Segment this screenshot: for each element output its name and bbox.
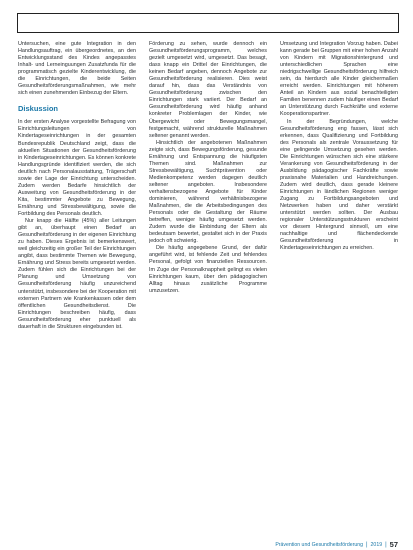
paragraph: Umsetzung und Integration Vorzug haben. Dabei kann gerade bei Gruppen mit einer hohen Anzahl von Kindern mit Migrationshintergrund und unterschiedlichen Sprachen eine niedrigschwellige Gesundheitsförderung hilfreich sein, da hierdurch alle Kinder gleichermaßen erreicht werden. Einrichtungen mit höherem Anteil an Kindern aus sozial benachteiligten Familien benennen zudem häufiger einen Bedarf an Unterstützung durch Fachkräfte und externe Kooperationspartner. xyxy=(280,41,398,118)
paragraph: In der Begründungen, welche Gesundheitsförderung eng fassen, lässt sich erkennen, dass Qualifizierung und Fortbildung des Personals als zentrale Voraussetzung für eine gelingende Umsetzung gesehen werden. Die Einrichtungen wünschen sich eine stärkere Verankerung von Gesundheitsförderung in der Ausbildung pädagogischer Fachkräfte sowie praxisnahe Materialien und Handreichungen. Zudem wird deutlich, dass gerade kleinere Einrichtungen in ländlichen Regionen weniger Zugang zu Fortbildungsangeboten und Netzwerken haben und daher verstärkt unterstützt werden sollten. Der Ausbau regionaler Unterstützungsstrukturen erscheint vor diesem Hintergrund sinnvoll, um eine nachhaltige und flächendeckende Gesundheitsförderung in Kindertageseinrichtungen zu erreichen. xyxy=(280,118,398,252)
column-1 xyxy=(18,41,136,519)
paragraph: In der ersten Analyse vorgestellte Befragung von Einrichtungsleitungen von Kindertageseinrichtungen in der gesamten Bundesrepublik Deutschland zeigt, dass die aktuellen Situationen der Gesundheitsförderung in Kindertageseinrichtungen. Es können konkrete Handlungsgründe identifiziert werden, die sich deutlich nach Personalausstattung, Trägerschaft sowie der Lage der Einrichtung unterscheiden. Zudem werden Bedarfe hinsichtlich der Ausweitung von Gesundheitsförderung in der Kita, bestimmter Angebote zu Bewegung, Ernährung und Stressbewältigung, sowie die Fortbildung des Personals deutlich. xyxy=(18,119,136,217)
page-number: 57 xyxy=(389,540,398,549)
paragraph: Nur knapp die Hälfte (45%) aller Leitungen gibt an, überhaupt einen Bedarf an Gesundheitsförderung in der eigenen Einrichtung zu haben. Dieses Ergebnis ist bemerkenswert, weil gleichzeitig ein großer Teil der Einrichtungen angibt, dass bestimmte Themen wie Bewegung, Ernährung und Stress bereits umgesetzt werden. Zudem fühlen sich die Einrichtungen bei der Planung und Umsetzung von Gesundheitsförderung häufig unzureichend unterstützt, insbesondere bei der Kooperation mit externen Partnern wie Krankenkassen oder dem öffentlichen Gesundheitsdienst. Die Einrichtungen beschreiben häufig, dass Gesundheitsförderung eher punktuell als dauerhaft in die Strukturen eingebunden ist. xyxy=(18,218,136,330)
page-footer xyxy=(275,540,398,549)
paragraph: Förderung zu sehen, wurde dennoch ein Gesundheitsförderungsprogramm, welches gezielt umgesetzt wird, umgesetzt. Das besagt, dass knapp ein Drittel der Einrichtungen, die keinen Bedarf angeben, dennoch Angebote zur Gesundheitsförderung realisieren. Dies weist darauf hin, dass das Verständnis von Gesundheitsförderung zwischen den Einrichtungen stark variiert. Der Bedarf an Gesundheitsförderung wird häufig anhand konkreter Problemlagen der Kinder, wie Übergewicht oder Bewegungsmangel, festgemacht, während strukturelle Maßnahmen seltener genannt werden. xyxy=(149,41,267,139)
column-2 xyxy=(149,41,267,519)
header-bar xyxy=(17,13,399,33)
paragraph: Hinsichtlich der angebotenen Maßnahmen zeigte sich, dass Bewegungsförderung, gesunde Ernährung und Entspannung die häufigsten Themen sind. Maßnahmen zur Stressbewältigung, Suchtprävention oder Medienkompetenz werden dagegen deutlich seltener angeboten. Insbesondere verhaltensbezogene Angebote für Kinder dominieren, während verhältnisbezogene Maßnahmen, die die Arbeitsbedingungen des Personals oder die Gestaltung der Räume betreffen, weniger häufig umgesetzt werden. Zudem wurde die Einbindung der Eltern als bedeutsam bewertet, gestaltet sich in der Praxis jedoch oft schwierig. xyxy=(149,139,267,245)
paragraph: Die häufig angegebene Grund, der dafür angeführt wird, ist fehlende Zeit und fehlendes Personal, gefolgt von finanziellen Ressourcen. Im Zuge der Personalknappheit gelingt es vielen Einrichtungen kaum, über den pädagogischen Alltag hinaus zusätzliche Programme umzusetzen. xyxy=(149,245,267,294)
journal-name: Prävention und Gesundheitsförderung xyxy=(275,541,363,548)
article-body xyxy=(18,41,398,519)
footer-separator: | xyxy=(385,541,387,548)
section-heading-diskussion: Diskussion xyxy=(18,104,59,114)
paragraph: Untersuchen, eine gute Integration in den Handlungsauftrag, ein übergeordnetes, an den Entwicklungsstand des Kindes angepasstes Inhalt- und Lerneinguungen Zusatzfunda für die programmatisch gezielte Kinderentwicklung, die die Einrichtungen, die beide Seiten Gesundheitsförderungsmaßnahmen, wie mehr sich einen zunehmenden Einbezug der Eltern. xyxy=(18,41,136,97)
journal-year: 2019 xyxy=(370,541,383,548)
column-3 xyxy=(280,41,398,519)
footer-separator: | xyxy=(365,541,368,548)
